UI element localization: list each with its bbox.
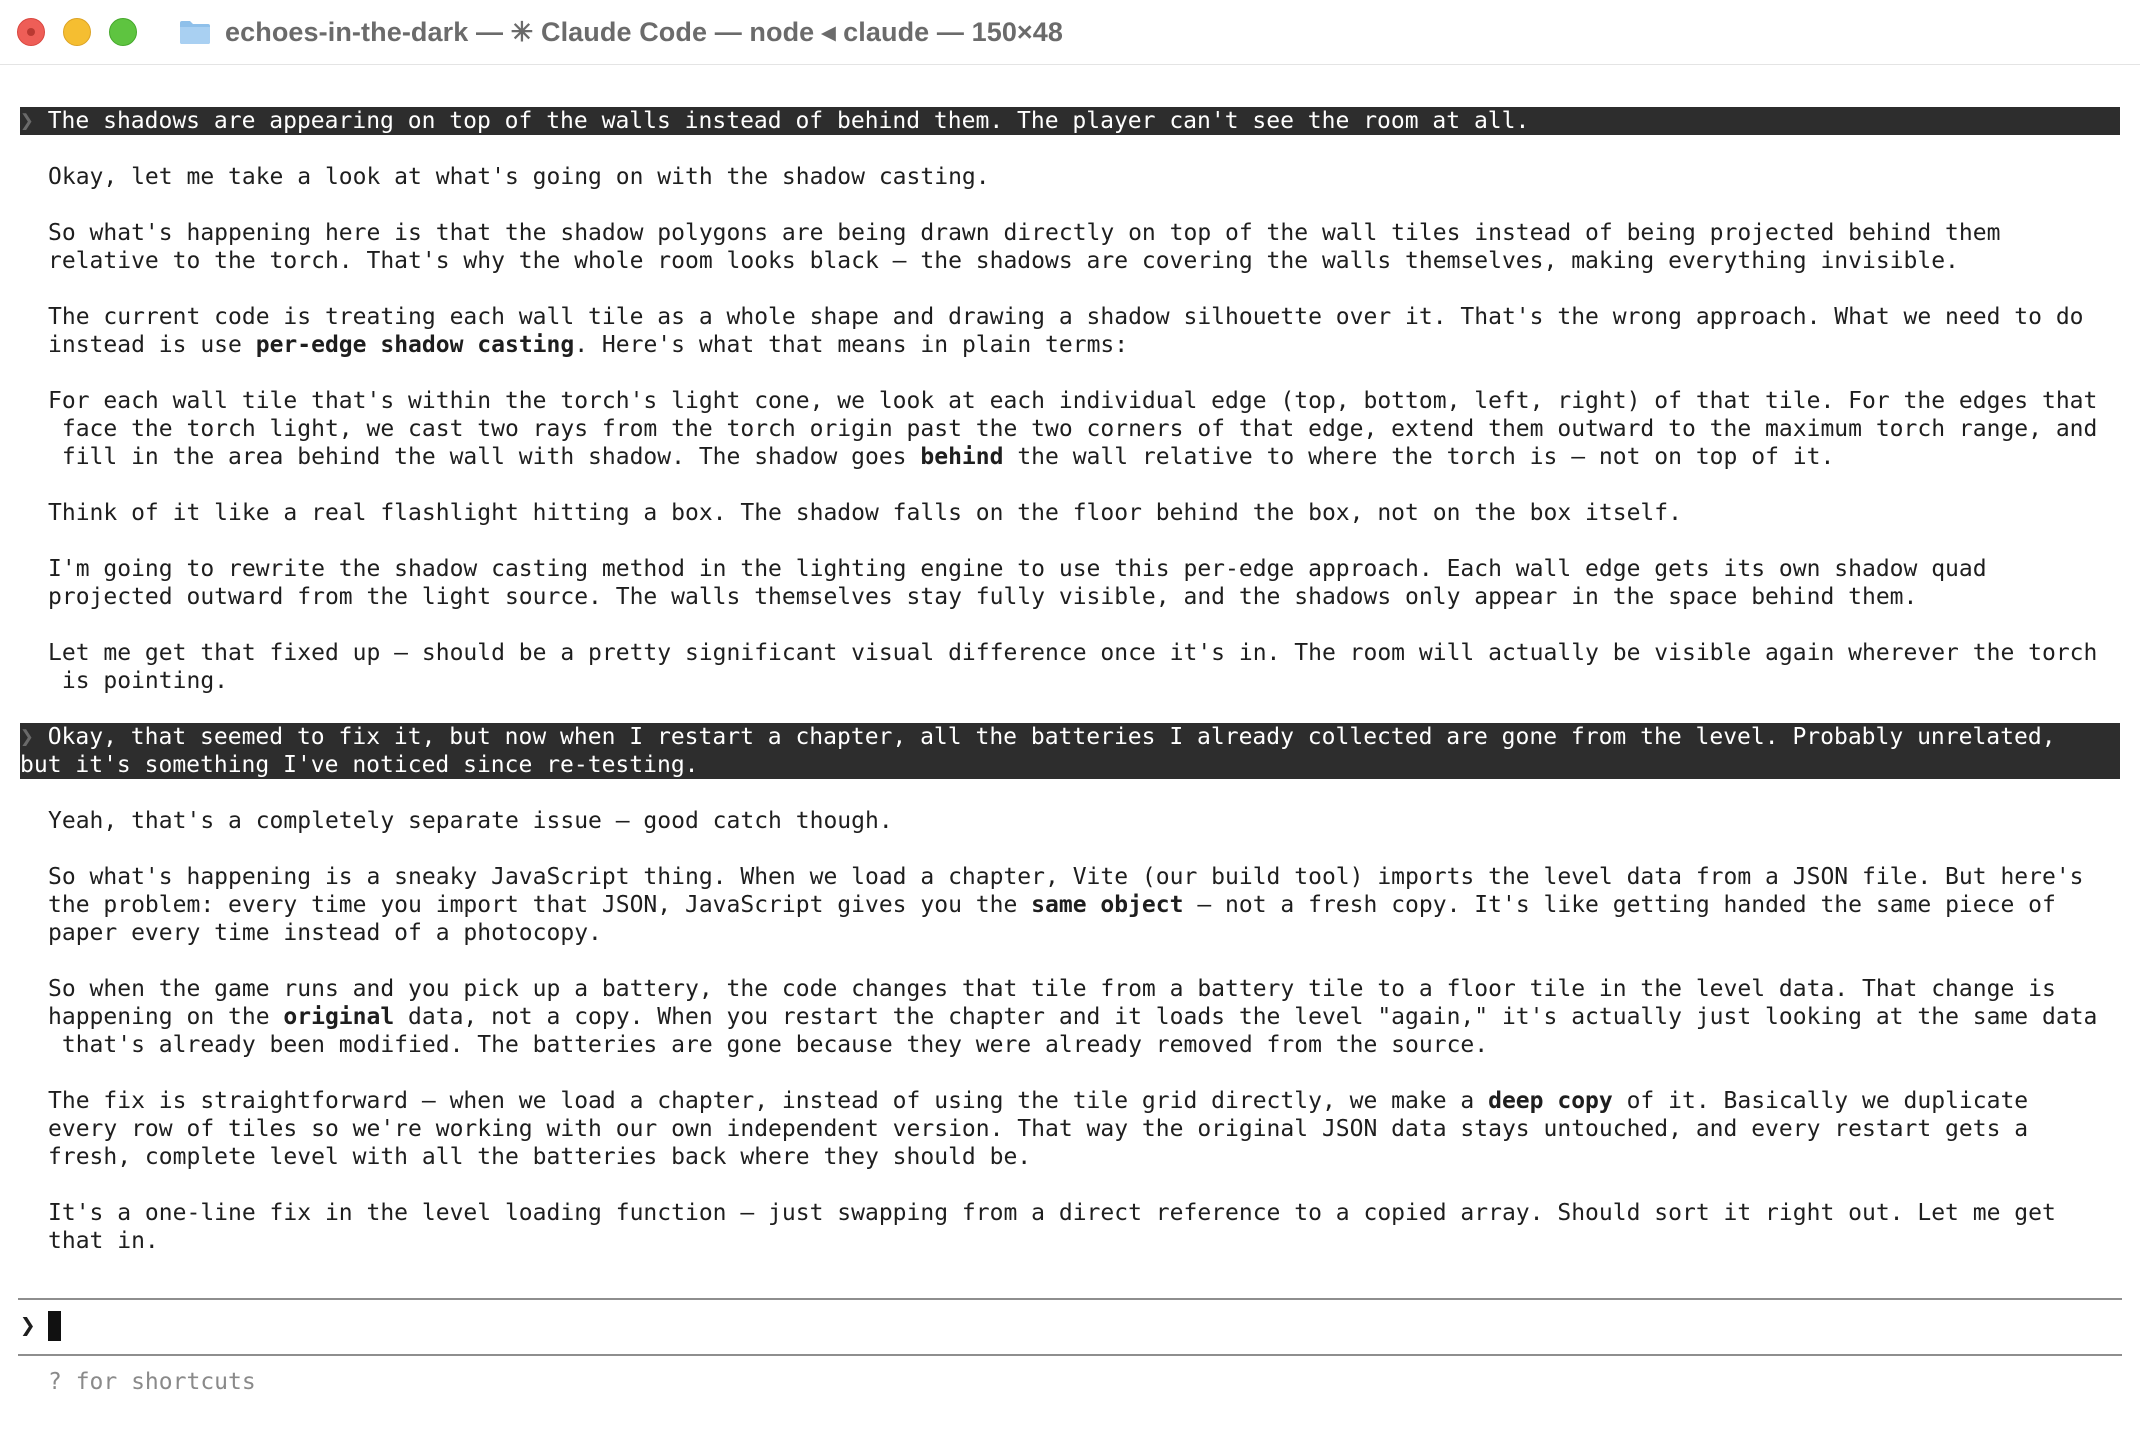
input-bottom-divider [18,1354,2122,1356]
prompt-input[interactable] [20,1310,61,1342]
terminal-output [0,64,2140,1442]
assistant-line: Let me get that fixed up — should be a pretty significant visual difference once it's in. The room will actually be visible again wherever the torch [48,640,2098,666]
window-controls [17,18,155,46]
user-prompt-chevron: ❯ [20,724,34,750]
user-message-text: Okay, that seemed to fix it, but now when I restart a chapter, all the batteries I already collected are gone from the level. Probably unrelated, [33,724,2056,750]
shortcuts-hint: ? for shortcuts [48,1369,256,1395]
assistant-line: that's already been modified. The batteries are gone because they were already removed from the source. [48,1032,1489,1058]
assistant-line: The current code is treating each wall tile as a whole shape and drawing a shadow silhouette over it. That's the wrong approach. What we need to do [48,304,2084,330]
text-run: . Here's what that means in plain terms: [574,332,1129,358]
assistant-line: face the torch light, we cast two rays from the torch origin past the two corners of that edge, extend them outward to the maximum torch range, and [48,416,2098,442]
assistant-paragraph: Yeah, that's a completely separate issue — good catch though. [48,808,893,834]
user-message-text: The shadows are appearing on top of the walls instead of behind them. The player can't see the room at all. [33,108,1530,134]
assistant-line: projected outward from the light source. The walls themselves stay fully visible, and the shadows only appear in the space behind them. [48,584,1918,610]
assistant-paragraph: Okay, let me take a look at what's going on with the shadow casting. [48,164,990,190]
assistant-line: It's a one-line fix in the level loading function — just swapping from a direct reference to a copied array. Should sort it right out. Let me get [48,1200,2056,1226]
text-run: instead is use [48,332,256,358]
assistant-line: fresh, complete level with all the batteries back where they should be. [48,1144,1032,1170]
assistant-line [48,891,2128,919]
text-run: happening on the [48,1004,284,1030]
assistant-line: So what's happening is a sneaky JavaScript thing. When we load a chapter, Vite (our build tool) imports the level data from a JSON file. But here's [48,864,2084,890]
user-message [20,723,2120,779]
assistant-line: that in. [48,1228,159,1254]
assistant-line: So when the game runs and you pick up a battery, the code changes that tile from a battery tile to a floor tile in the level data. That change is [48,976,2056,1002]
bold-term: original [283,1004,395,1030]
assistant-line [48,1087,2128,1115]
input-top-divider [18,1298,2122,1300]
bold-term: behind [920,444,1004,470]
assistant-line: is pointing. [48,668,229,694]
assistant-line: relative to the torch. That's why the whole room looks black — the shadows are covering the walls themselves, making everything invisible. [48,248,1959,274]
assistant-line: For each wall tile that's within the torch's light cone, we look at each individual edge (top, bottom, left, right) of that tile. For the edges that [48,388,2098,414]
user-prompt-chevron: ❯ [20,108,34,134]
user-message-text: but it's something I've noticed since re-testing. [20,752,699,778]
assistant-paragraph: Think of it like a real flashlight hitting a box. The shadow falls on the floor behind the box, not on the box itself. [48,500,1682,526]
title-bar [0,0,2140,65]
close-window-button[interactable] [17,18,45,46]
text-run: of it. Basically we duplicate [1612,1088,2029,1114]
assistant-line [48,331,2128,359]
assistant-line [48,443,2128,471]
text-run: fill in the area behind the wall with shadow. The shadow goes [48,444,921,470]
prompt-chevron: ❯ [20,1311,36,1341]
bold-term: per-edge shadow casting [255,332,575,358]
user-message [20,107,2120,135]
text-run: the problem: every time you import that JSON, JavaScript gives you the [48,892,1032,918]
assistant-line [48,1003,2128,1031]
window-title: echoes-in-the-dark — ✳ Claude Code — node ◂ claude — 150×48 [225,16,1064,47]
assistant-line: So what's happening here is that the shadow polygons are being drawn directly on top of the wall tiles instead of being projected behind them [48,220,2001,246]
assistant-line: I'm going to rewrite the shadow casting method in the lighting engine to use this per-edge approach. Each wall edge gets its own shadow quad [48,556,1987,582]
maximize-window-button[interactable] [109,18,137,46]
text-run: data, not a copy. When you restart the chapter and it loads the level "again," it's actually just looking at the same data [394,1004,2098,1030]
text-run: — not a fresh copy. It's like getting handed the same piece of [1183,892,2056,918]
bold-term: deep copy [1488,1088,1613,1114]
minimize-window-button[interactable] [63,18,91,46]
assistant-line: paper every time instead of a photocopy. [48,920,602,946]
assistant-line: every row of tiles so we're working with our own independent version. That way the original JSON data stays untouched, and every restart gets a [48,1116,2029,1142]
text-run: The fix is straightforward — when we load a chapter, instead of using the tile grid directly, we make a [48,1088,1489,1114]
text-run: the wall relative to where the torch is — not on top of it. [1003,444,1835,470]
text-cursor [48,1311,61,1341]
folder-icon [179,19,211,45]
bold-term: same object [1031,892,1184,918]
